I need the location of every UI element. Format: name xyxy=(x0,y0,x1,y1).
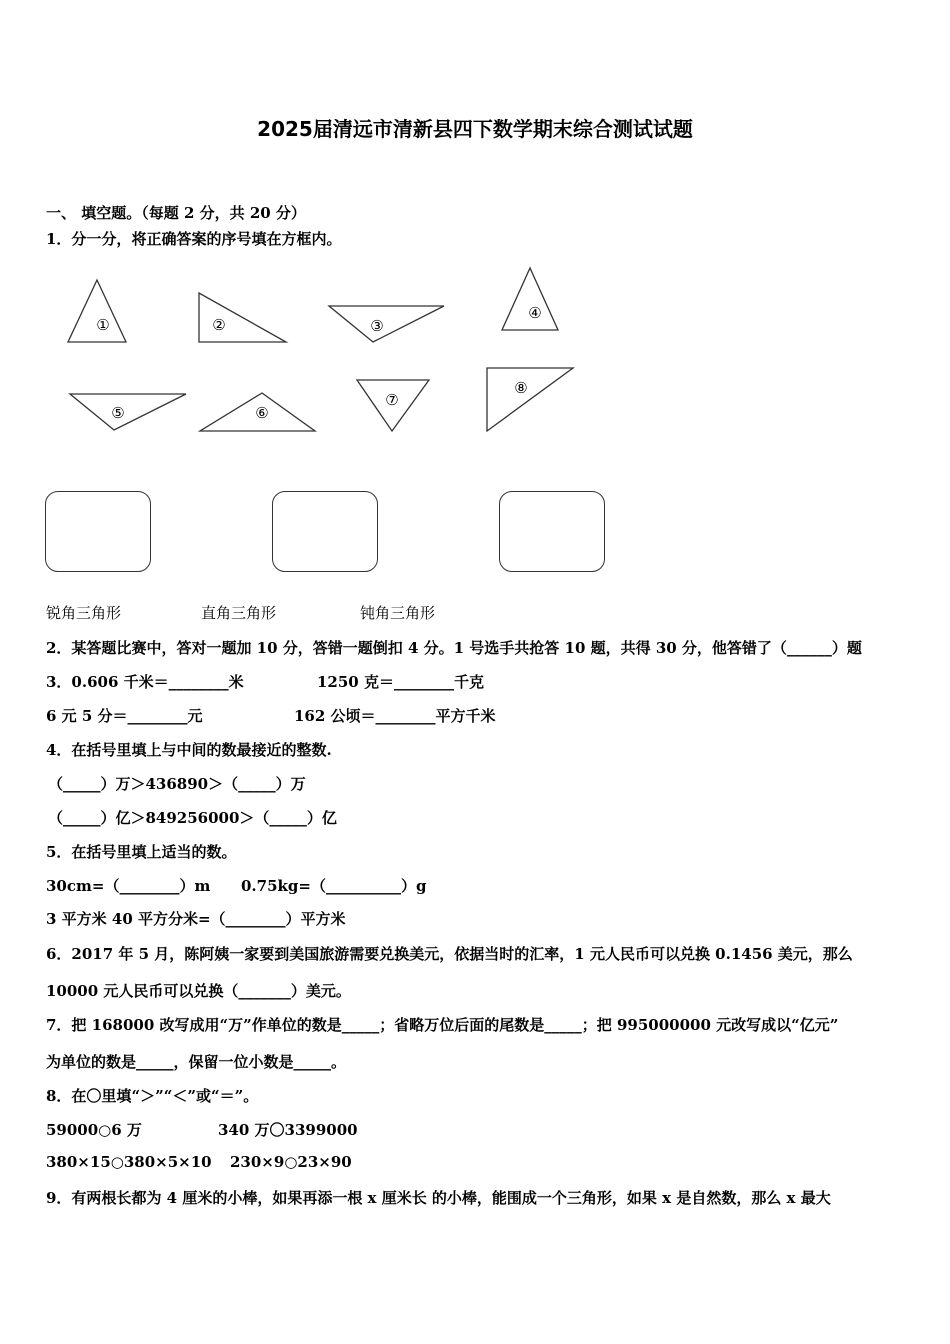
triangle-3 xyxy=(329,306,444,342)
question-3b: 1250 克＝________千克 xyxy=(317,673,484,691)
label-obtuse-triangle: 钝角三角形 xyxy=(360,604,436,622)
page-title: 2025届清远市清新县四下数学期末综合测试试题 xyxy=(257,117,693,141)
triangle-label-3: ③ xyxy=(370,317,384,335)
question-2: 2．某答题比赛中，答对一题加 10 分，答错一题倒扣 4 分。1 号选手共抢答 10 题，共得 30 分，他答错了（______）题 xyxy=(46,639,862,657)
question-8: 8．在〇里填“＞”“＜”或“＝”。 xyxy=(46,1087,259,1105)
question-4b: （_____）亿＞849256000＞（_____）亿 xyxy=(48,809,337,827)
triangle-label-2: ② xyxy=(212,316,226,334)
answer-box-acute[interactable] xyxy=(45,491,151,572)
section-heading: 一、 填空题。（每题 2 分，共 20 分） xyxy=(46,204,306,222)
triangle-figures xyxy=(0,260,620,450)
triangle-label-1: ① xyxy=(96,316,110,334)
question-5c: 3 平方米 40 平方分米=（________）平方米 xyxy=(46,910,346,928)
answer-box-obtuse[interactable] xyxy=(499,491,605,572)
triangle-label-5: ⑤ xyxy=(111,404,125,422)
triangle-5 xyxy=(70,394,186,430)
question-5: 5．在括号里填上适当的数。 xyxy=(46,843,237,861)
question-1: 1．分一分，将正确答案的序号填在方框内。 xyxy=(46,230,342,248)
question-7-cont: 为单位的数是_____，保留一位小数是_____。 xyxy=(46,1053,347,1071)
question-8c: 380×15○380×5×10 xyxy=(46,1153,212,1171)
triangle-label-8: ⑧ xyxy=(514,379,528,397)
answer-box-right[interactable] xyxy=(272,491,378,572)
question-6: 6．2017 年 5 月，陈阿姨一家要到美国旅游需要兑换美元，依据当时的汇率，1 元人民币可以兑换 0.1456 美元，那么 xyxy=(46,945,853,963)
question-7: 7．把 168000 改写成用“万”作单位的数是_____；省略万位后面的尾数是_____；把 995000000 元改写成以“亿元” xyxy=(46,1016,839,1034)
question-5a: 30cm=（________）m xyxy=(46,877,211,895)
question-4: 4．在括号里填上与中间的数最接近的整数. xyxy=(46,741,332,759)
question-8b: 340 万〇3399000 xyxy=(218,1121,358,1139)
question-5b: 0.75kg=（__________）g xyxy=(241,877,427,895)
label-right-triangle: 直角三角形 xyxy=(201,604,277,622)
question-9: 9．有两根长都为 4 厘米的小棒，如果再添一根 x 厘米长 的小棒，能围成一个三角形，如果 x 是自然数，那么 x 最大 xyxy=(46,1189,831,1207)
label-acute-triangle: 锐角三角形 xyxy=(46,604,122,622)
question-8d: 230×9○23×90 xyxy=(230,1153,352,1171)
triangle-label-7: ⑦ xyxy=(385,391,399,409)
question-3c: 6 元 5 分＝________元 xyxy=(46,707,203,725)
triangle-label-6: ⑥ xyxy=(255,404,269,422)
triangle-8 xyxy=(487,368,573,431)
question-4a: （_____）万＞436890＞（_____）万 xyxy=(48,775,306,793)
triangle-label-4: ④ xyxy=(528,304,542,322)
question-3a: 3．0.606 千米＝________米 xyxy=(46,673,244,691)
question-8a: 59000○6 万 xyxy=(46,1121,142,1139)
question-6-cont: 10000 元人民币可以兑换（_______）美元。 xyxy=(46,982,351,1000)
question-3d: 162 公顷＝________平方千米 xyxy=(294,707,496,725)
